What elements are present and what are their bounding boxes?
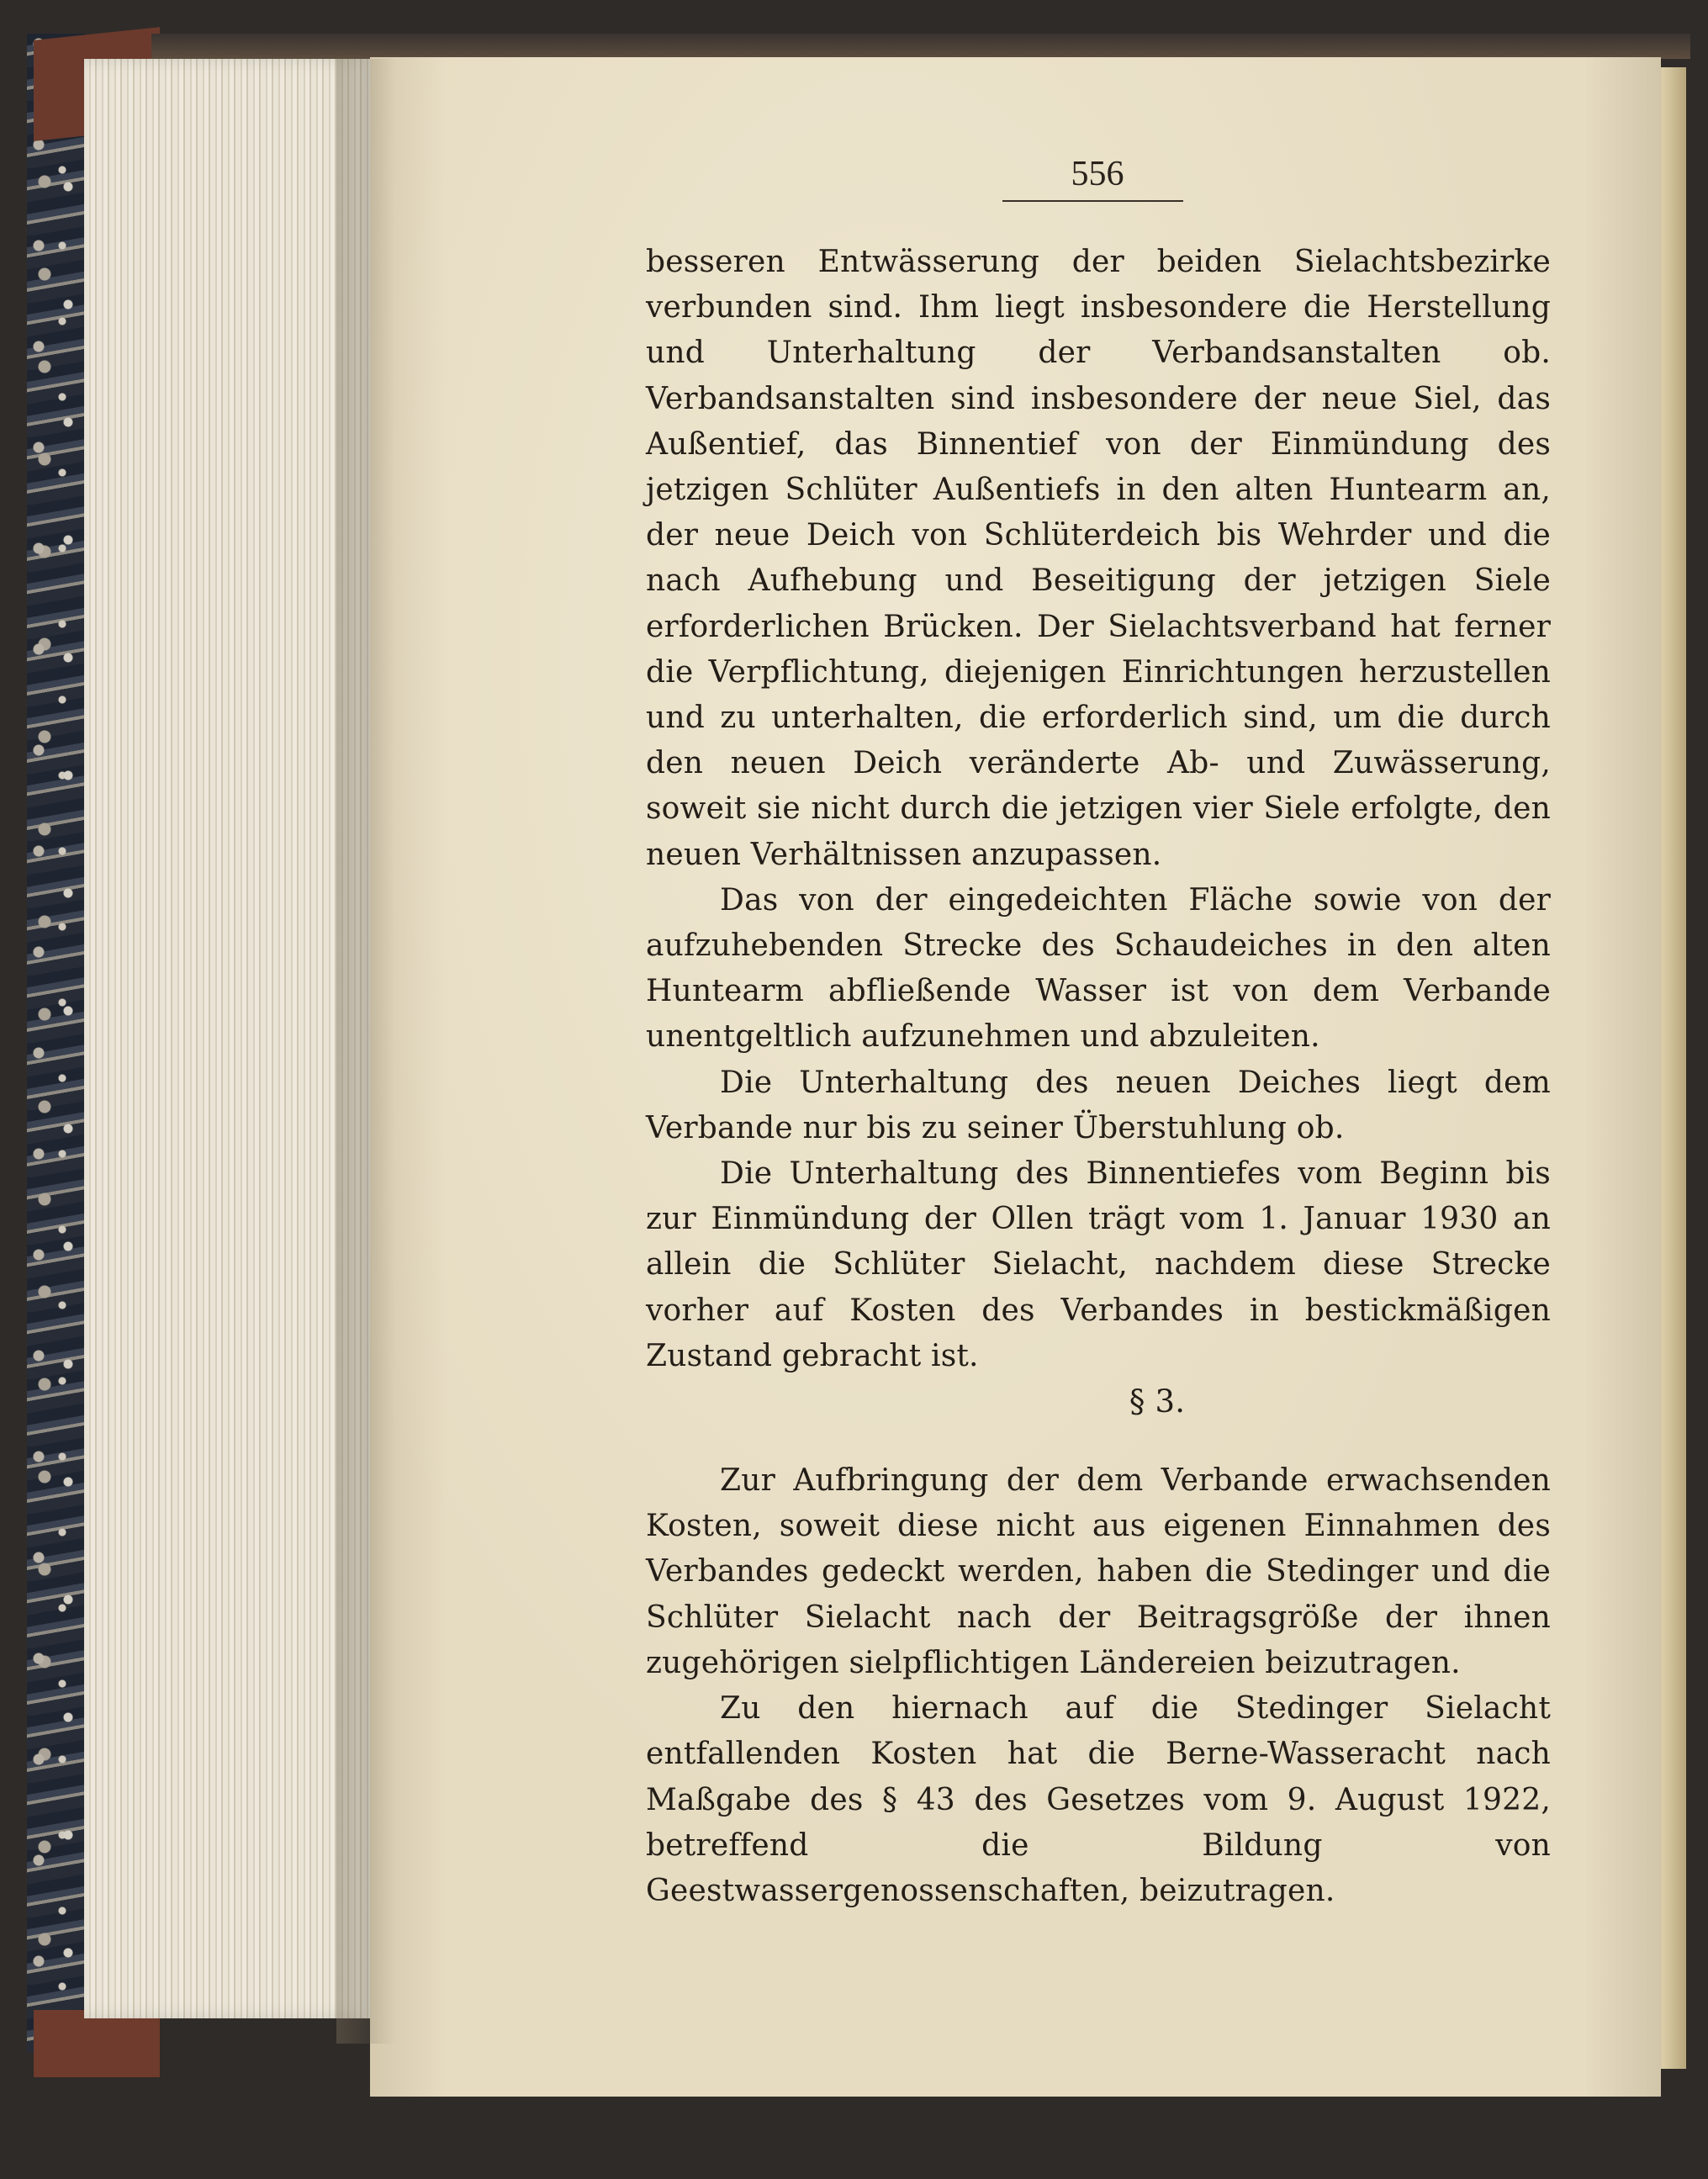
paragraph: besseren Entwässerung der beiden Sielachtsbezirke verbunden sind. Ihm liegt insbesondere die Herstellung und Unterhaltung der Verbandsanstalten ob. Verbandsanstalten sind insbesondere der neue Siel, das Außentief, das Binnentief von der Einmündung des jetzigen Schlüter Außentiefs in den alten Huntearm an, der neue Deich von Schlüterdeich bis Wehrder und die nach Aufhebung und Beseitigung der jetzigen Siele erforderlichen Brücken. Der Sielachtsverband hat ferner die Verpflichtung, diejenigen Einrichtungen herzustellen und zu unterhalten, die erforderlich sind, um die durch den neuen Deich veränderte Ab- und Zuwässerung, soweit sie nicht durch die jetzigen vier Siele erfolgte, den neuen Verhältnissen anzupassen.: [646, 245, 1551, 872]
paragraph: Zu den hiernach auf die Stedinger Sielacht entfallenden Kosten hat die Berne-Wasseracht nach Maßgabe des § 43 des Gesetzes vom 9. August 1922, betreffend die Bildung von Geestwassergenossenschaften, beizutragen.: [646, 1691, 1551, 1908]
marbled-cover: [27, 34, 86, 2052]
paragraph: Das von der eingedeichten Fläche sowie von der aufzuhebenden Strecke des Schaudeiches in den alten Huntearm abfließende Wasser ist von dem Verbande unentgeltlich aufzunehmen und abzuleiten.: [646, 882, 1551, 1055]
spine-shadow: [336, 59, 395, 2044]
page-number-rule: [1002, 200, 1183, 202]
paragraph: Die Unterhaltung des Binnentiefes vom Beginn bis zur Einmündung der Ollen trägt vom 1. Januar 1930 an allein die Schlüter Sielacht, nachdem diese Strecke vorher auf Kosten des Verbandes in bestickmäßigen Zustand gebracht ist.: [646, 1156, 1551, 1373]
page-block-edges: [84, 59, 370, 2018]
paragraph: Die Unterhaltung des neuen Deiches liegt dem Verbande nur bis zu seiner Überstuhlung ob.: [646, 1065, 1551, 1145]
body-text: [646, 240, 1551, 1914]
binding-top-edge: [151, 34, 1690, 59]
page-number: 556: [1071, 155, 1124, 193]
leather-corner-bottom: [34, 2010, 160, 2077]
section-heading: § 3.: [1129, 1383, 1186, 1420]
paragraph: Zur Aufbringung der dem Verbande erwachsenden Kosten, soweit diese nicht aus eigenen Einnahmen des Verbandes gedeckt werden, haben die Stedinger und die Schlüter Sielacht nach der Beitragsgröße der ihnen zugehörigen sielpflichtigen Ländereien beizutragen.: [646, 1463, 1551, 1680]
